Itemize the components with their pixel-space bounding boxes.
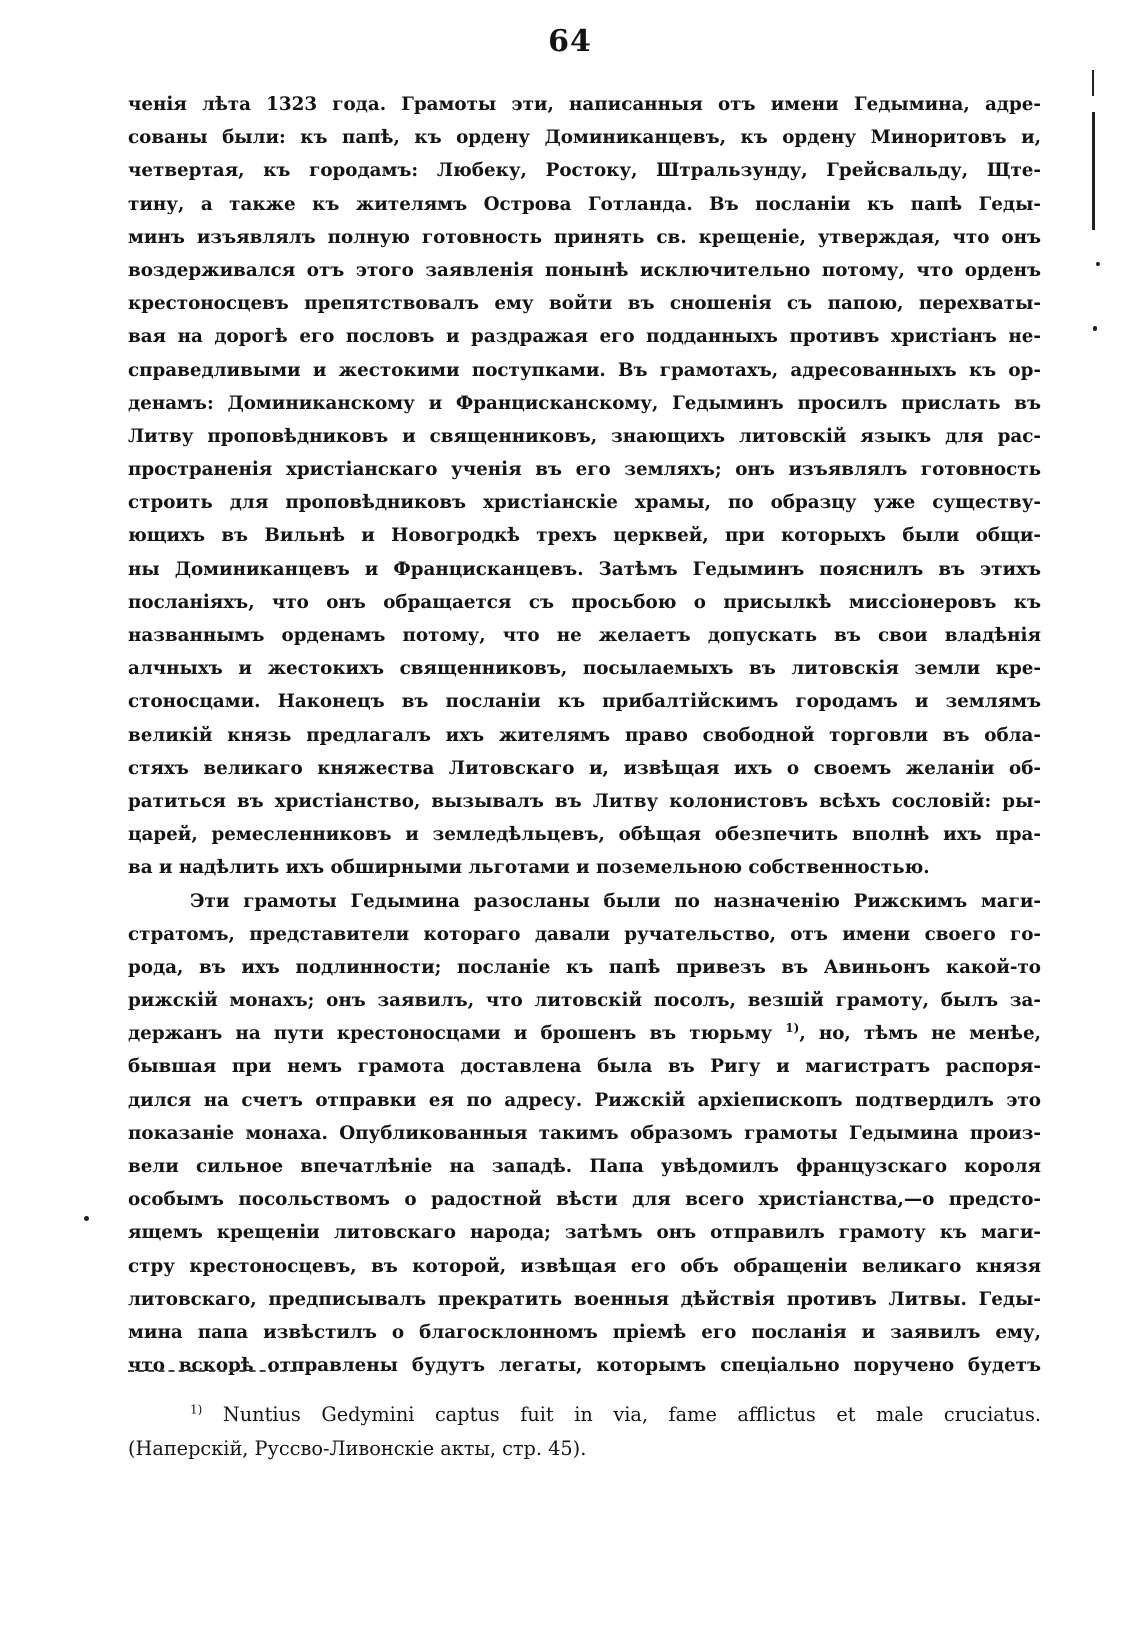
text-line: рода, въ ихъ подлинности; посланіе къ папѣ привезъ въ Авиньонъ какой-то	[128, 956, 1041, 978]
text-line: Литву проповѣдниковъ и священниковъ, знающихъ литовскій языкъ для рас-	[128, 425, 1041, 447]
text-line: стяхъ великаго княжества Литовскаго и, извѣщая ихъ о своемъ желаніи об-	[128, 757, 1041, 779]
margin-mark	[1093, 326, 1097, 331]
footnotes	[128, 1398, 1041, 1466]
text-line: мина папа извѣстилъ о благосклонномъ пріемѣ его посланія и заявилъ ему,	[128, 1321, 1041, 1343]
text-line: алчныхъ и жестокихъ священниковъ, посылаемыхъ въ литовскія земли кре-	[128, 658, 1041, 680]
margin-mark	[84, 1216, 89, 1221]
text-line: стратомъ, представители котораго давали ручательство, отъ имени своего го-	[128, 923, 1041, 945]
text-line: сованы были: къ папѣ, къ ордену Доминиканцевъ, къ ордену Миноритовъ и,	[128, 127, 1041, 149]
text-line: ющихъ въ Вильнѣ и Новогродкѣ трехъ церквей, при которыхъ были общи-	[128, 525, 1041, 547]
paragraph-start-line: Эти грамоты Гедымина разосланы были по назначенію Рижскимъ маги-	[190, 890, 1041, 912]
text-line: стоносцами. Наконецъ въ посланіи къ прибалтійскимъ городамъ и землямъ	[128, 691, 1041, 713]
text-line: дился на счетъ отправки ея по адресу. Рижскій архіепископъ подтвердилъ это	[128, 1089, 1041, 1111]
text-line: минъ изъявлялъ полную готовность принять св. крещеніе, утверждая, что онъ	[128, 226, 1041, 248]
text-line: что вскорѣ отправлены будутъ легаты, которымъ спеціально поручено будетъ	[128, 1355, 1041, 1377]
text-line: бывшая при немъ грамота доставлена была въ Ригу и магистратъ распоря-	[128, 1056, 1041, 1078]
footnote-mark: 1)	[190, 1402, 203, 1417]
text-line: ва и надѣлить ихъ обширными льготами и поземельною собственностью.	[128, 857, 930, 879]
text-line: названнымъ орденамъ потому, что не желаетъ допускать въ свои владѣнія	[128, 625, 1041, 646]
text-line: ратиться въ христіанство, вызывалъ въ Литву колонистовъ всѣхъ сословій: ры-	[128, 790, 1041, 812]
margin-mark	[1092, 70, 1094, 96]
text-line: пространенія христіанскаго ученія въ его земляхъ; онъ изъявлялъ готовность	[128, 459, 1041, 481]
footnote-text: Nuntius Gedymini captus fuit in via, fame afflictus et male cruciatus.	[222, 1403, 1041, 1426]
text-line: строить для проповѣдниковъ христіанскіе храмы, по образцу уже существу-	[128, 492, 1041, 514]
text-line: вели сильное впечатлѣніе на западѣ. Папа увѣдомилъ французскаго короля	[128, 1156, 1041, 1177]
footnote-line	[128, 1398, 1041, 1432]
text-line: особымъ посольствомъ о радостной вѣсти для всего христіанства,—о предсто-	[128, 1189, 1041, 1211]
text-line: литовскаго, предписывалъ прекратить военныя дѣйствія противъ Литвы. Геды-	[128, 1288, 1041, 1310]
text-line: великій князь предлагалъ ихъ жителямъ право свободной торговли въ обла-	[128, 724, 1041, 746]
text-line: справедливыми и жестокими поступками. Въ грамотахъ, адресованныхъ къ ор-	[128, 359, 1041, 381]
text-segment: держанъ на пути крестоносцами и брошенъ въ тюрьму	[128, 1023, 773, 1045]
text-segment: , но, тѣмъ не менѣе,	[799, 1023, 1041, 1045]
text-line: вая на дорогѣ его пословъ и раздражая его подданныхъ противъ христіанъ не-	[128, 326, 1041, 348]
text-line: рижскій монахъ; онъ заявилъ, что литовскій посолъ, везшій грамоту, былъ за-	[128, 990, 1041, 1012]
text-line: четвертая, къ городамъ: Любеку, Ростоку, Штральзунду, Грейсвальду, Щте-	[128, 160, 1041, 182]
text-line: ченія лѣта 1323 года. Грамоты эти, написанныя отъ имени Гедымина, адре-	[128, 94, 1041, 115]
margin-mark	[1096, 262, 1100, 266]
text-line: воздерживался отъ этого заявленія понынѣ исключительно потому, что орденъ	[128, 259, 1041, 281]
text-line: царей, ремесленниковъ и земледѣльцевъ, обѣщая обезпечить вполнѣ ихъ пра-	[128, 824, 1041, 846]
margin-mark	[1092, 112, 1095, 230]
body-text	[128, 88, 1041, 1382]
text-line: посланіяхъ, что онъ обращается съ просьбою о присылкѣ миссіонеровъ къ	[128, 591, 1041, 613]
text-line: показаніе монаха. Опубликованныя такимъ образомъ грамоты Гедымина произ-	[128, 1122, 1041, 1144]
text-line: тину, а также къ жителямъ Острова Готланда. Въ посланіи къ папѣ Геды-	[128, 193, 1041, 215]
page-number: 64	[548, 24, 592, 59]
text-line: ны Доминиканцевъ и Францисканцевъ. Затѣмъ Гедыминъ пояснилъ въ этихъ	[128, 558, 1041, 580]
text-line: стру крестоносцевъ, въ которой, извѣщая его объ обращеніи великаго князя	[128, 1255, 1041, 1277]
text-line: крестоносцевъ препятствовалъ ему войти въ сношенія съ папою, перехваты-	[128, 293, 1041, 315]
text-line-with-footnote	[128, 1017, 1041, 1050]
text-line: ящемъ крещеніи литовскаго народа; затѣмъ онъ отправилъ грамоту къ маги-	[128, 1222, 1041, 1244]
footnote-reference[interactable]: 1)	[785, 1021, 800, 1036]
text-line: денамъ: Доминиканскому и Францисканскому, Гедыминъ просилъ прислать въ	[128, 392, 1041, 414]
footnote-separator	[128, 1370, 296, 1372]
footnote-source: (Наперскій, Руссво-Ливонскіе акты, стр. 45).	[128, 1437, 587, 1460]
